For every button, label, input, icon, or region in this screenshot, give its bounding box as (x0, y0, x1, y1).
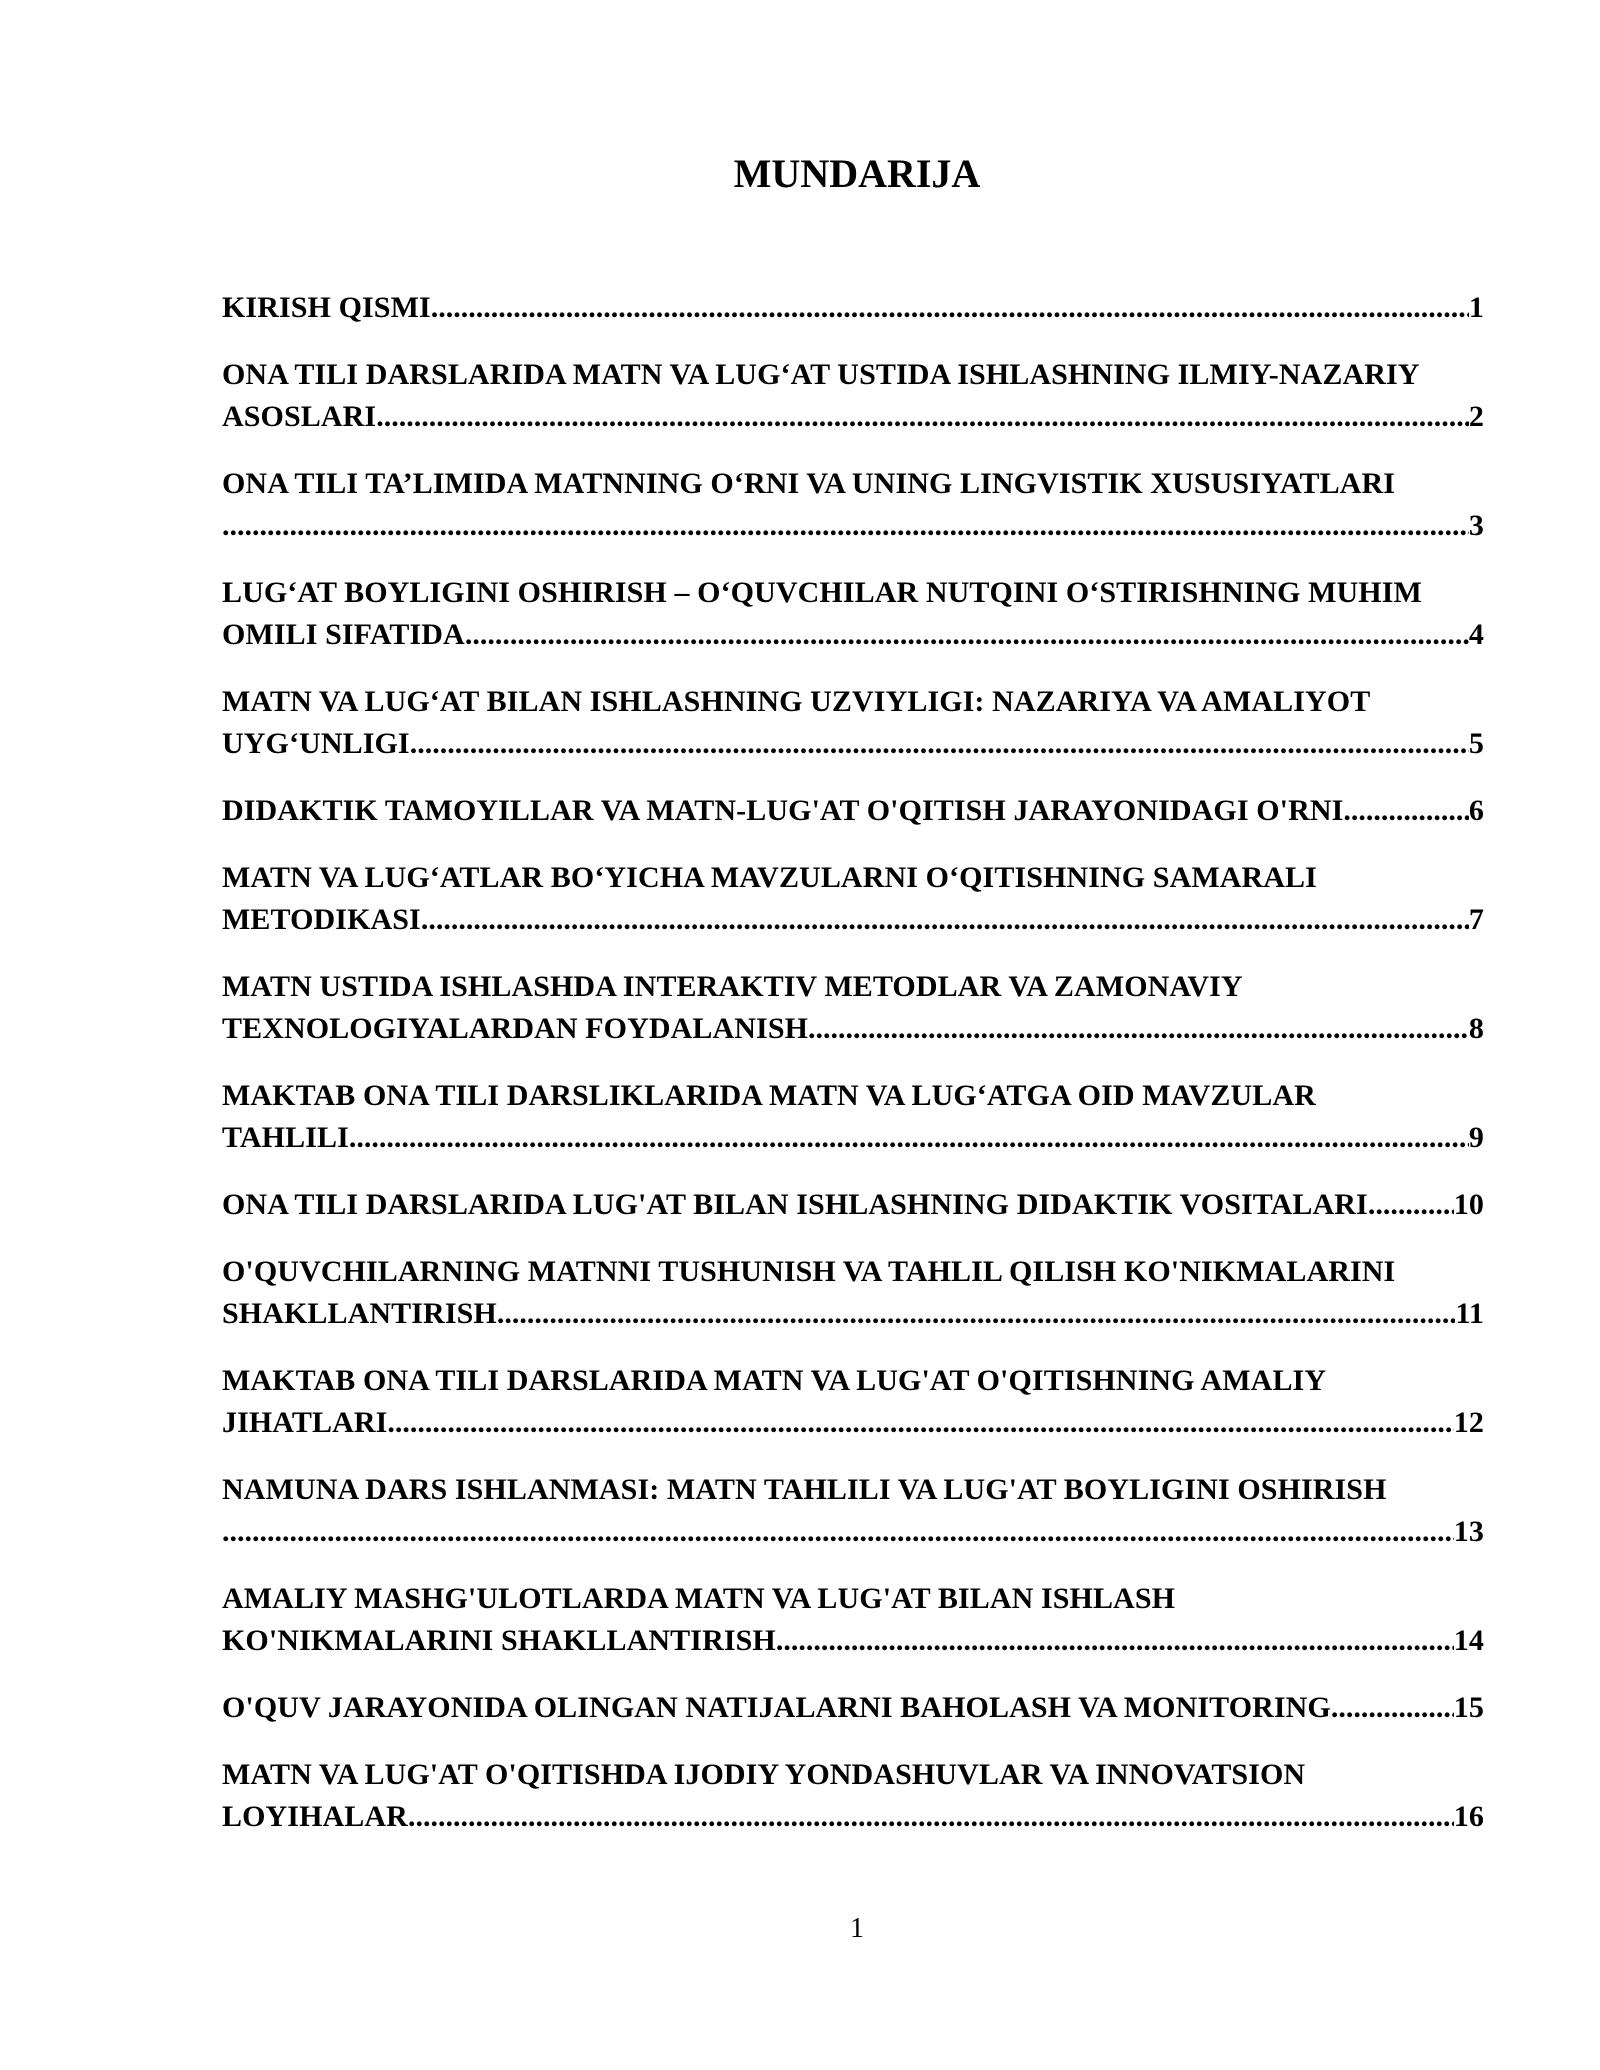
toc-page-number: 9 (1468, 1121, 1484, 1154)
toc-dot-leader (421, 899, 1469, 941)
toc-entry[interactable] (222, 1075, 1484, 1159)
toc-entry[interactable] (222, 287, 1484, 329)
toc-entry[interactable] (222, 681, 1484, 765)
toc-entry-title-line: MATN VA LUG‘ATLAR BO‘YICHA MAVZULARNI O‘QITISHNING SAMARALI (222, 861, 1317, 894)
toc-entry-leader-line (222, 1620, 1484, 1662)
toc-entry-title-tail: DIDAKTIK TAMOYILLAR VA MATN-LUG'AT O'QITISH JARAYONIDAGI O'RNI (222, 794, 1344, 827)
toc-dot-leader (776, 1620, 1454, 1662)
toc-entry-title-tail: KO'NIKMALARINI SHAKLLANTIRISH (222, 1624, 776, 1657)
toc-entry[interactable] (222, 1754, 1484, 1838)
toc-page-number: 14 (1453, 1624, 1484, 1657)
toc-entry-leader-line (222, 1184, 1484, 1226)
toc-entry-title-line: MAKTAB ONA TILI DARSLARIDA MATN VA LUG'AT O'QITISHNING AMALIY (222, 1364, 1327, 1397)
toc-entry[interactable] (222, 572, 1484, 656)
page-number: 1 (850, 1913, 864, 1944)
toc-entry-leader-line (222, 505, 1484, 547)
toc-entry-title-line: ONA TILI DARSLARIDA MATN VA LUG‘AT USTIDA ISHLASHNING ILMIY-NAZARIY (222, 358, 1420, 391)
toc-entry[interactable] (222, 354, 1484, 438)
toc-dot-leader (408, 1796, 1454, 1838)
toc-entry-title-line: MAKTAB ONA TILI DARSLIKLARIDA MATN VA LUG‘ATGA OID MAVZULAR (222, 1079, 1316, 1112)
toc-dot-leader (497, 1293, 1456, 1335)
toc-page-number: 2 (1468, 400, 1484, 433)
toc-page-number: 8 (1468, 1012, 1484, 1045)
toc-entry-title-tail: SHAKLLANTIRISH (222, 1297, 497, 1330)
toc-dot-leader (387, 1402, 1453, 1444)
toc-entry[interactable] (222, 1184, 1484, 1226)
toc-page-number: 11 (1455, 1297, 1484, 1330)
toc-entry-title-line: NAMUNA DARS ISHLANMASI: MATN TAHLILI VA LUG'AT BOYLIGINI OSHIRISH (222, 1473, 1387, 1506)
toc-entry-title-tail: ASOSLARI (222, 400, 377, 433)
toc-entry[interactable] (222, 1469, 1484, 1553)
table-of-contents (222, 287, 1484, 1863)
toc-page-number: 4 (1468, 618, 1484, 651)
toc-entry-title-tail: JIHATLARI (222, 1406, 388, 1439)
toc-entry-title-line: AMALIY MASHG'ULOTLARDA MATN VA LUG'AT BILAN ISHLASH (222, 1582, 1176, 1615)
toc-page-number: 15 (1453, 1691, 1484, 1724)
toc-entry[interactable] (222, 966, 1484, 1050)
toc-entry-title-line: MATN USTIDA ISHLASHDA INTERAKTIV METODLAR VA ZAMONAVIY (222, 970, 1243, 1003)
toc-entry-title-line: MATN VA LUG‘AT BILAN ISHLASHNING UZVIYLIGI: NAZARIYA VA AMALIYOT (222, 685, 1371, 718)
toc-entry[interactable] (222, 1687, 1484, 1729)
toc-entry[interactable] (222, 1251, 1484, 1335)
toc-entry-title-tail: UYG‘UNLIGI (222, 727, 410, 760)
toc-page-number: 10 (1453, 1188, 1484, 1221)
toc-entry-leader-line (222, 287, 1484, 329)
toc-page-number: 16 (1453, 1800, 1484, 1833)
toc-entry-leader-line (222, 396, 1484, 438)
toc-page-number: 7 (1468, 903, 1484, 936)
toc-dot-leader (410, 723, 1469, 765)
toc-entry-title-tail: TEXNOLOGIYALARDAN FOYDALANISH (222, 1012, 809, 1045)
toc-entry-leader-line (222, 1293, 1484, 1335)
toc-entry[interactable] (222, 857, 1484, 941)
page-title: MUNDARIJA (733, 151, 981, 196)
toc-entry-title-tail: ONA TILI DARSLARIDA LUG'AT BILAN ISHLASHNING DIDAKTIK VOSITALARI (222, 1188, 1368, 1221)
toc-dot-leader (1343, 790, 1469, 832)
toc-entry[interactable] (222, 463, 1484, 547)
toc-page-number: 3 (1468, 509, 1484, 542)
toc-entry-leader-line (222, 1402, 1484, 1444)
toc-entry-title-tail: TAHLILI (222, 1121, 349, 1154)
toc-page-number: 5 (1468, 727, 1484, 760)
toc-dot-leader (349, 1117, 1469, 1159)
toc-page-number: 1 (1468, 291, 1484, 324)
toc-dot-leader (222, 505, 1469, 547)
toc-entry-title-tail: KIRISH QISMI (222, 291, 431, 324)
toc-dot-leader (431, 287, 1469, 329)
toc-entry-leader-line (222, 723, 1484, 765)
toc-entry-leader-line (222, 1117, 1484, 1159)
toc-entry-leader-line (222, 899, 1484, 941)
toc-entry-title-tail: O'QUV JARAYONIDA OLINGAN NATIJALARNI BAHOLASH VA MONITORING (222, 1691, 1331, 1724)
toc-entry-title-tail: LOYIHALAR (222, 1800, 408, 1833)
toc-dot-leader (376, 396, 1469, 438)
toc-entry-title-tail: METODIKASI (222, 903, 421, 936)
toc-entry-leader-line (222, 1008, 1484, 1050)
toc-dot-leader (465, 614, 1469, 656)
toc-entry-title-line: O'QUVCHILARNING MATNNI TUSHUNISH VA TAHLIL QILISH KO'NIKMALARINI (222, 1255, 1396, 1288)
toc-dot-leader (1331, 1687, 1454, 1729)
toc-entry-leader-line (222, 790, 1484, 832)
toc-dot-leader (222, 1511, 1454, 1553)
toc-entry-title-tail: OMILI SIFATIDA (222, 618, 465, 651)
toc-entry-leader-line (222, 1687, 1484, 1729)
toc-entry[interactable] (222, 1578, 1484, 1662)
toc-entry-leader-line (222, 614, 1484, 656)
toc-page-number: 13 (1453, 1515, 1484, 1548)
toc-entry[interactable] (222, 790, 1484, 832)
toc-entry-leader-line (222, 1796, 1484, 1838)
toc-page-number: 12 (1453, 1406, 1484, 1439)
toc-dot-leader (1368, 1184, 1454, 1226)
toc-entry-title-line: MATN VA LUG'AT O'QITISHDA IJODIY YONDASHUVLAR VA INNOVATSION (222, 1758, 1306, 1791)
toc-entry-title-line: ONA TILI TA’LIMIDA MATNNING O‘RNI VA UNING LINGVISTIK XUSUSIYATLARI (222, 467, 1396, 500)
toc-dot-leader (808, 1008, 1469, 1050)
toc-entry[interactable] (222, 1360, 1484, 1444)
toc-entry-title-line: LUG‘AT BOYLIGINI OSHIRISH – O‘QUVCHILAR NUTQINI O‘STIRISHNING MUHIM (222, 576, 1422, 609)
toc-entry-leader-line (222, 1511, 1484, 1553)
toc-page-number: 6 (1468, 794, 1484, 827)
